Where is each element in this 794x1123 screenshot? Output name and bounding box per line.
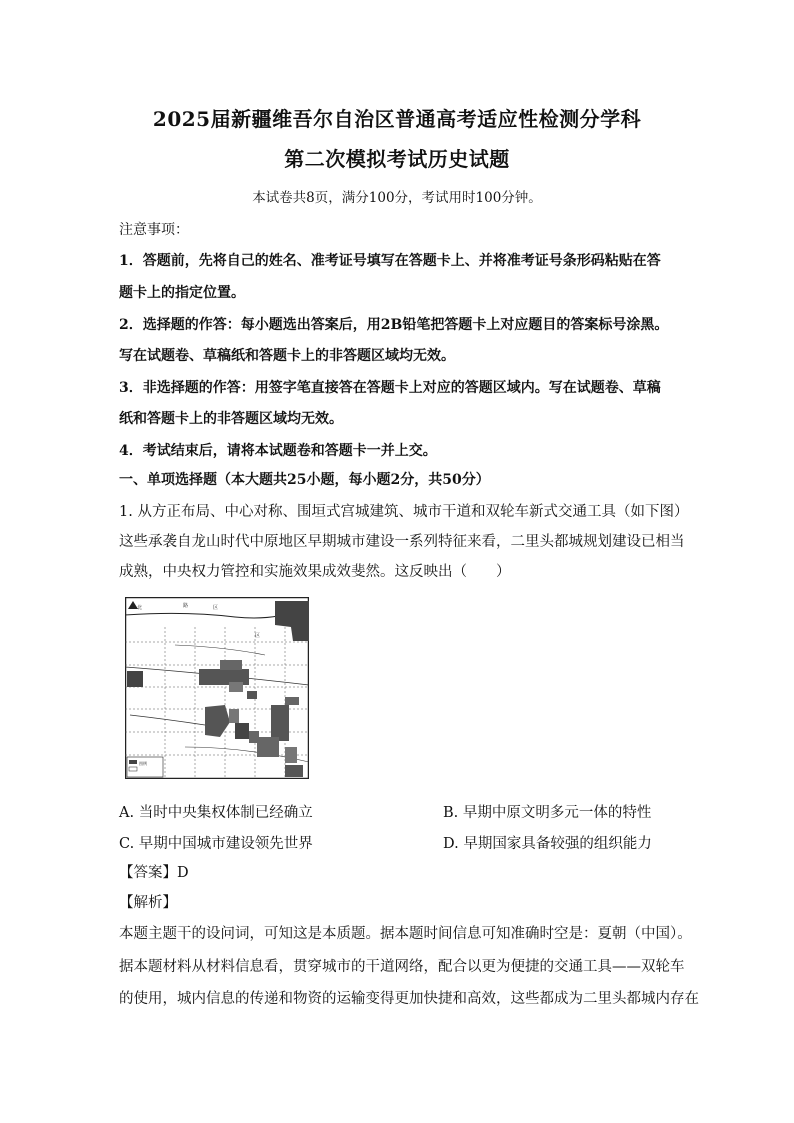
question-line: 这些承袭自龙山时代中原地区早期城市建设一系列特征来看，二里头都城规划建设已相当 <box>119 534 685 550</box>
erlitou-city-map <box>125 597 309 779</box>
note-line: 题卡上的指定位置。 <box>119 285 245 301</box>
analysis-line: 本题主题干的设问词，可知这是本质题。据本题时间信息可知准确时空是：夏朝（中国）。 <box>119 926 692 942</box>
section-heading: 一、单项选择题（本大题共25小题，每小题2分，共50分） <box>119 472 490 488</box>
exam-title-line2: 第二次模拟考试历史试题 <box>284 147 510 171</box>
analysis-heading: 【解析】 <box>119 895 177 911</box>
exam-title-line1: 2025届新疆维吾尔自治区普通高考适应性检测分学科 <box>152 107 642 131</box>
answer-line: 【答案】D <box>119 865 189 881</box>
question-line: 1. 从方正布局、中心对称、围垣式宫城建筑、城市干道和双轮车新式交通工具（如下图） <box>119 504 689 520</box>
note-line: 纸和答题卡上的非答题区域均无效。 <box>119 411 343 427</box>
analysis-line: 的使用，城内信息的传递和物资的运输变得更加快捷和高效，这些都成为二里头都城内存在 <box>119 991 699 1007</box>
note-line: 3．非选择题的作答：用签字笔直接答在答题卡上对应的答题区域内。写在试题卷、草稿 <box>119 380 661 396</box>
exam-subtitle: 本试卷共8页，满分100分，考试用时100分钟。 <box>252 190 542 206</box>
note-line: 1．答题前，先将自己的姓名、准考证号填写在答题卡上、并将准考证号条形码粘贴在答 <box>119 253 661 269</box>
map-label-district: 区 <box>255 633 261 639</box>
map-label-zone: 区 <box>213 605 219 611</box>
option-b[interactable]: B. 早期中原文明多元一体的特性 <box>443 805 652 821</box>
question-line: 成熟，中央权力管控和实施效果成效斐然。这反映出（ ） <box>119 564 511 580</box>
map-label-north: 北 <box>137 605 143 611</box>
option-a[interactable]: A. 当时中央集权体制已经确立 <box>119 805 313 821</box>
note-line: 4．考试结束后，请将本试题卷和答题卡一并上交。 <box>119 443 437 459</box>
map-label-road: 路 <box>183 603 189 609</box>
option-c[interactable]: C. 早期中国城市建设领先世界 <box>119 836 313 852</box>
analysis-line: 据本题材料从材料信息看，贯穿城市的干道网络，配合以更为便捷的交通工具——双轮车 <box>119 959 685 975</box>
option-d[interactable]: D. 早期国家具备较强的组织能力 <box>443 836 652 852</box>
map-legend-label: 图例 <box>139 761 147 766</box>
note-line: 2．选择题的作答：每小题选出答案后，用2B铅笔把答题卡上对应题目的答案标号涂黑。 <box>119 317 669 333</box>
note-line: 写在试题卷、草稿纸和答题卡上的非答题区域均无效。 <box>119 348 455 364</box>
notes-heading: 注意事项： <box>119 222 189 238</box>
